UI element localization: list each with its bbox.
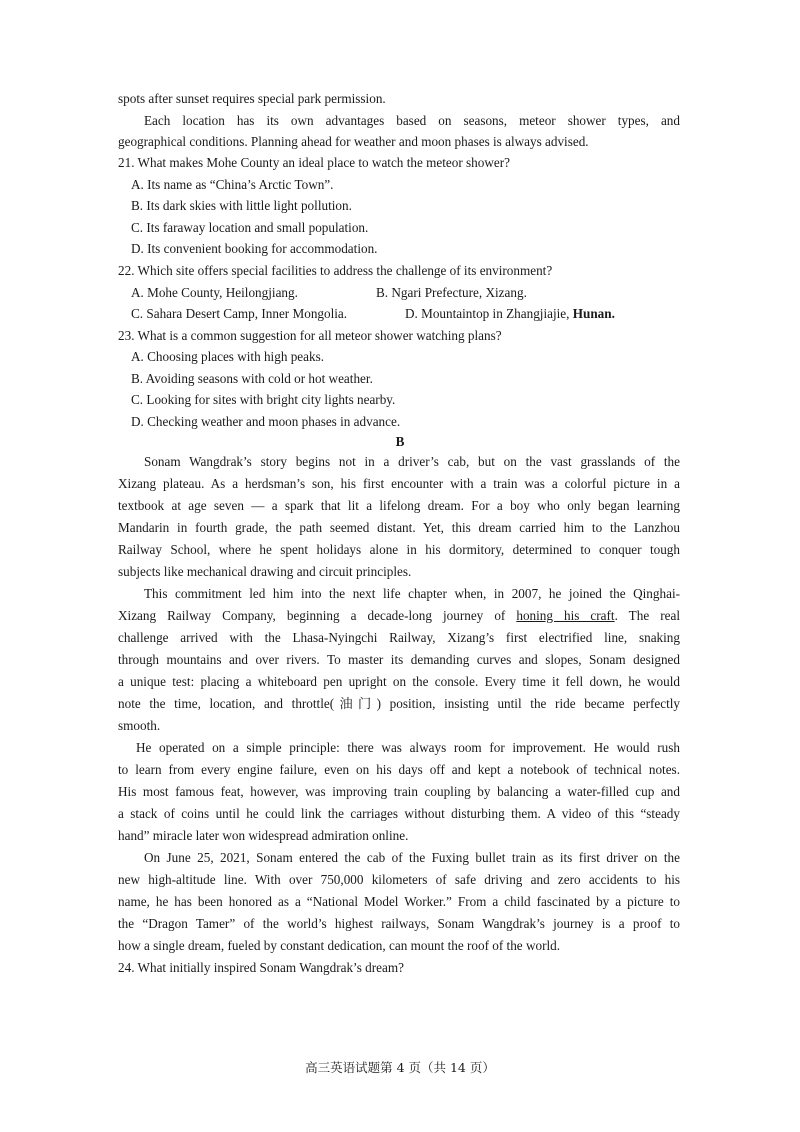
question-23-option-d: D. Checking weather and moon phases in advance. (131, 414, 401, 429)
passage-text-line: a unique test: placing a whiteboard pen upright on the console. Every time it fell down, he would (118, 674, 680, 689)
passage-text-line: smooth. (118, 718, 161, 733)
question-22-stem: 22. Which site offers special facilities to address the challenge of its environment? (118, 263, 553, 278)
question-21-option-d: D. Its convenient booking for accommodation. (131, 241, 378, 256)
passage-text-line: the “Dragon Tamer” of the world’s highest railways, Sonam Wangdrak’s journey is a proof to (118, 916, 680, 931)
passage-text-line: textbook at age seven — a spark that lit a lifelong dream. For a boy who only began learning (118, 498, 680, 513)
passage-text-line: hand” miracle later won widespread admiration online. (118, 828, 409, 843)
option-d-bold-text: Hunan. (572, 306, 615, 321)
passage-text-line: This commitment led him into the next life chapter when, in 2007, he joined the Qinghai- (144, 586, 680, 601)
passage-text-line: name, he has been honored as a “National Model Worker.” From a child fascinated by a picture to (118, 894, 680, 909)
question-21-option-c: C. Its faraway location and small population. (131, 220, 369, 235)
question-23-option-b: B. Avoiding seasons with cold or hot weather. (131, 371, 373, 386)
question-22-option-b: B. Ngari Prefecture, Xizang. (376, 285, 527, 300)
question-22-option-c: C. Sahara Desert Camp, Inner Mongolia. (131, 306, 348, 321)
question-22-option-a: A. Mohe County, Heilongjiang. (131, 285, 298, 300)
section-heading: B (395, 434, 405, 449)
passage-text-line: subjects like mechanical drawing and circuit principles. (118, 564, 412, 579)
passage-text-line: Each location has its own advantages based on seasons, meteor shower types, and (144, 113, 680, 128)
passage-text-line: Railway School, where he spent holidays alone in his dormitory, determined to conquer tough (118, 542, 680, 557)
passage-text-line: a stack of coins until he could link the carriages without disturbing them. A video of this “steady (118, 806, 680, 821)
passage-text-line (118, 606, 680, 626)
question-21-stem: 21. What makes Mohe County an ideal place to watch the meteor shower? (118, 155, 510, 170)
question-23-stem: 23. What is a common suggestion for all meteor shower watching plans? (118, 328, 502, 343)
passage-text-segment: Xizang Railway Company, beginning a decade-long journey of (118, 608, 517, 623)
question-23-option-c: C. Looking for sites with bright city lights nearby. (131, 392, 396, 407)
passage-text-line: geographical conditions. Planning ahead for weather and moon phases is always advised. (118, 134, 589, 149)
question-24-stem: 24. What initially inspired Sonam Wangdrak’s dream? (118, 960, 404, 975)
passage-text-line: how a single dream, fueled by constant dedication, can mount the roof of the world. (118, 938, 561, 953)
passage-text-line: He operated on a simple principle: there was always room for improvement. He would rush (136, 740, 680, 755)
question-21-option-a: A. Its name as “China’s Arctic Town”. (131, 177, 334, 192)
passage-text-line: through mountains and over rivers. To master its demanding curves and slopes, Sonam designed (118, 652, 680, 667)
question-23-option-a: A. Choosing places with high peaks. (131, 349, 325, 364)
passage-text-line: His most famous feat, however, was improving train coupling by balancing a water-filled cup and (118, 784, 680, 799)
passage-text-line: On June 25, 2021, Sonam entered the cab of the Fuxing bullet train as its first driver on the (144, 850, 680, 865)
passage-text-line: spots after sunset requires special park permission. (118, 91, 386, 106)
option-d-text: D. Mountaintop in Zhangjiajie, (405, 306, 573, 321)
underlined-phrase: honing his craft (516, 608, 615, 623)
passage-text-line: new high-altitude line. With over 750,000 kilometers of safe driving and zero accidents to his (118, 872, 680, 887)
passage-text-line: Xizang plateau. As a herdsman’s son, his first encounter with a train was a colorful picture in a (118, 476, 680, 491)
passage-text-line: challenge arrived with the Lhasa-Nyingchi Railway, Xizang’s first electrified line, snaking (118, 630, 680, 645)
passage-text-line: Mandarin in fourth grade, the path seemed distant. Yet, this dream carried him to the Lanzhou (118, 520, 680, 535)
passage-text-line: Sonam Wangdrak’s story begins not in a driver’s cab, but on the vast grasslands of the (144, 454, 680, 469)
question-22-option-d (405, 304, 680, 324)
page-footer: 高三英语试题第 4 页（共 14 页） (305, 1060, 495, 1075)
question-21-option-b: B. Its dark skies with little light pollution. (131, 198, 352, 213)
passage-text-segment: . The real (614, 608, 680, 623)
passage-text-line: note the time, location, and throttle(油门) position, insisting until the ride became perfectly (118, 696, 680, 711)
passage-text-line: to learn from every engine failure, even on his days off and kept a notebook of technical notes. (118, 762, 680, 777)
